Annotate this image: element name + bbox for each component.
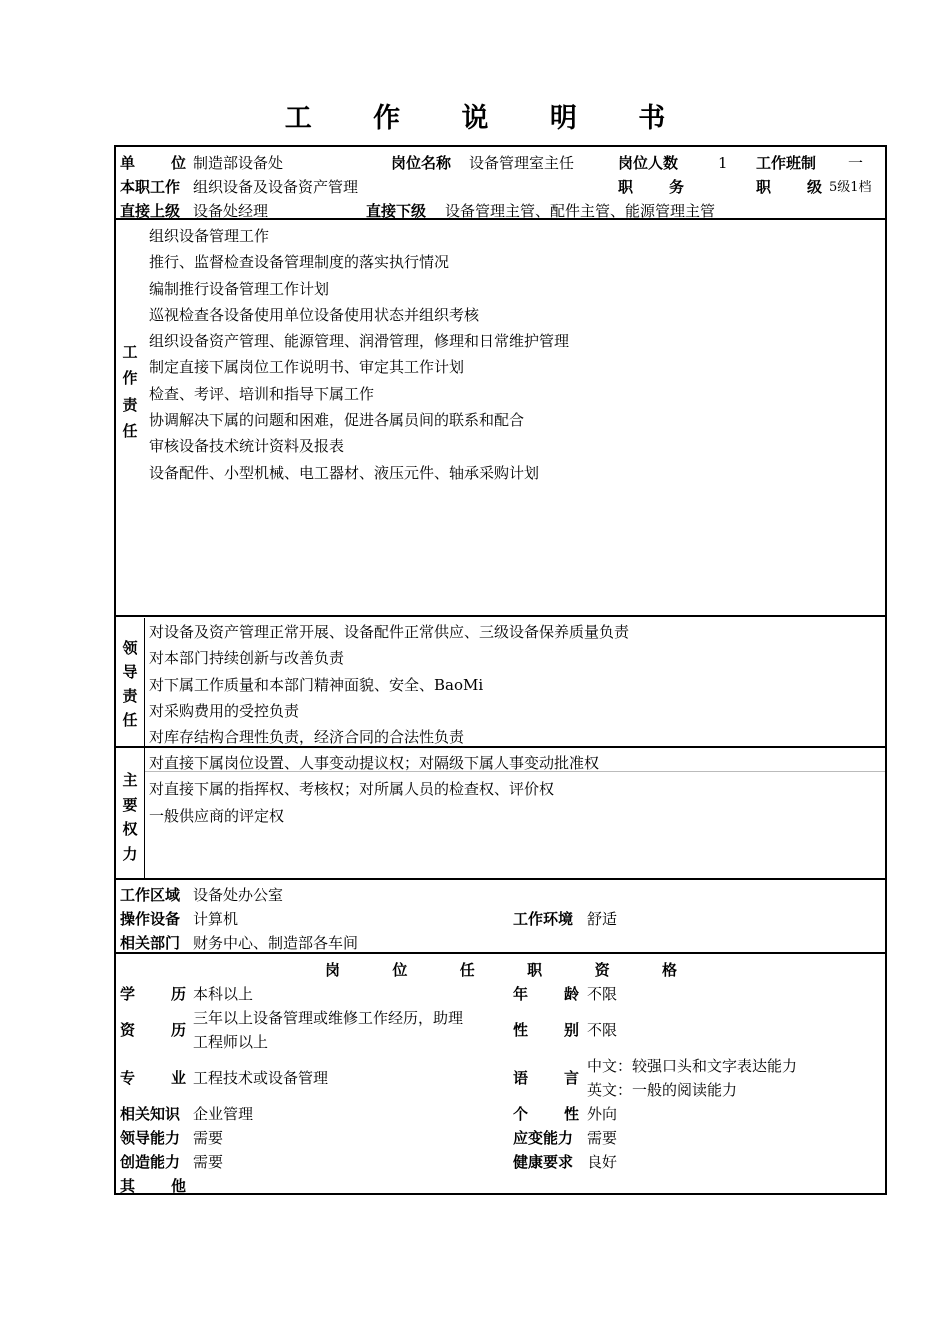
gender-value: 不限 (587, 1021, 618, 1039)
qualifications-heading: 岗 位 任 职 资 格 (325, 961, 677, 979)
duties-label: 工 作 责 任 (122, 343, 138, 440)
authority-list (149, 750, 599, 829)
grade-value: 5级1档 (829, 180, 872, 195)
personality-value: 外向 (587, 1105, 618, 1123)
list-item: 一般供应商的评定权 (149, 806, 285, 825)
list-item: 协调解决下属的问题和困难，促进各属员间的联系和配合 (149, 411, 525, 430)
list-item: 对库存结构合理性负责，经济合同的合法性负责 (149, 728, 465, 747)
leadership-ability-value: 需要 (193, 1129, 224, 1147)
post-name-label: 岗位名称 (391, 154, 452, 172)
list-item: 检查、考评、培训和指导下属工作 (149, 384, 375, 403)
list-item: 编制推行设备管理工作计划 (149, 279, 330, 298)
education-label: 学 历 (120, 985, 186, 1003)
age-value: 不限 (587, 985, 618, 1003)
subordinate-value: 设备管理主管、配件主管、能源管理主管 (445, 202, 716, 220)
leadership-label: 领 导 责 任 (122, 639, 138, 729)
adaptability-value: 需要 (587, 1129, 618, 1147)
creativity-value: 需要 (193, 1153, 224, 1171)
list-item: 审核设备技术统计资料及报表 (149, 437, 345, 456)
list-item: 巡视检查各设备使用单位设备使用状态并组织考核 (149, 305, 480, 324)
headcount-label: 岗位人数 (618, 154, 679, 172)
work-area-label: 工作区域 (120, 886, 181, 904)
other-label: 其 他 (120, 1177, 186, 1195)
list-item: 对本部门持续创新与改善负责 (149, 649, 345, 668)
creativity-label: 创造能力 (120, 1153, 181, 1171)
experience-value-line2: 工程师以上 (193, 1033, 269, 1051)
personality-label: 个 性 (513, 1105, 579, 1123)
equipment-label: 操作设备 (120, 910, 181, 928)
list-item: 对采购费用的受控负责 (149, 701, 300, 720)
superior-value: 设备处经理 (193, 202, 269, 220)
list-item: 对设备及资产管理正常开展、设备配件正常供应、三级设备保养质量负责 (149, 623, 630, 641)
shift-label: 工作班制 (756, 154, 817, 172)
list-item: 对直接下属岗位设置、人事变动提议权；对隔级下属人事变动批准权 (149, 754, 600, 772)
leadership-list (149, 619, 629, 750)
authority-label: 主 要 权 力 (122, 771, 138, 863)
language-value-line2: 英文：一般的阅读能力 (587, 1081, 738, 1099)
position-label: 职 务 (618, 178, 684, 196)
age-label: 年 龄 (513, 985, 579, 1003)
knowledge-label: 相关知识 (120, 1105, 181, 1123)
unit-label: 单 位 (120, 154, 186, 172)
related-dept-value: 财务中心、制造部各车间 (193, 934, 359, 952)
gender-label: 性 别 (513, 1021, 579, 1039)
work-area-value: 设备处办公室 (193, 886, 284, 904)
list-item: 推行、监督检查设备管理制度的落实执行情况 (149, 253, 450, 272)
list-item: 制定直接下属岗位工作说明书、审定其工作计划 (149, 358, 465, 377)
unit-value: 制造部设备处 (193, 154, 284, 172)
related-dept-label: 相关部门 (120, 934, 181, 952)
experience-value-line1: 三年以上设备管理或维修工作经历，助理 (193, 1009, 464, 1027)
work-env-label: 工作环境 (513, 910, 574, 928)
shift-value: 一 (848, 154, 864, 172)
health-label: 健康要求 (513, 1153, 574, 1171)
language-label: 语 言 (513, 1069, 579, 1087)
adaptability-label: 应变能力 (513, 1129, 574, 1147)
knowledge-value: 企业管理 (193, 1105, 254, 1123)
list-item: 设备配件、小型机械、电工器材、液压元件、轴承采购计划 (149, 463, 540, 482)
health-value: 良好 (587, 1153, 618, 1171)
duties-list (149, 223, 569, 486)
experience-label: 资 历 (120, 1021, 186, 1039)
headcount-value: 1 (718, 154, 728, 172)
list-item: 组织设备管理工作 (149, 227, 270, 245)
superior-label: 直接上级 (120, 202, 181, 220)
job-title-label: 本职工作 (120, 178, 181, 196)
list-item: 对直接下属的指挥权、考核权；对所属人员的检查权、评价权 (149, 780, 555, 799)
education-value: 本科以上 (193, 985, 254, 1003)
label-column-divider (144, 618, 145, 878)
document-title: 工 作 说 明 书 (284, 103, 692, 134)
list-item: 对下属工作质量和本部门精神面貌、安全、BaoMi (149, 675, 484, 694)
work-env-value: 舒适 (587, 910, 618, 928)
job-title-value: 组织设备及设备资产管理 (193, 178, 359, 196)
subordinate-label: 直接下级 (366, 202, 427, 220)
language-value-line1: 中文：较强口头和文字表达能力 (587, 1057, 798, 1075)
major-label: 专 业 (120, 1069, 186, 1087)
post-name-value: 设备管理室主任 (469, 154, 575, 172)
major-value: 工程技术或设备管理 (193, 1069, 329, 1087)
leadership-ability-label: 领导能力 (120, 1129, 181, 1147)
list-item: 组织设备资产管理、能源管理、润滑管理，修理和日常维护管理 (149, 332, 570, 351)
equipment-value: 计算机 (193, 910, 239, 928)
grade-label: 职 级 (756, 178, 822, 196)
